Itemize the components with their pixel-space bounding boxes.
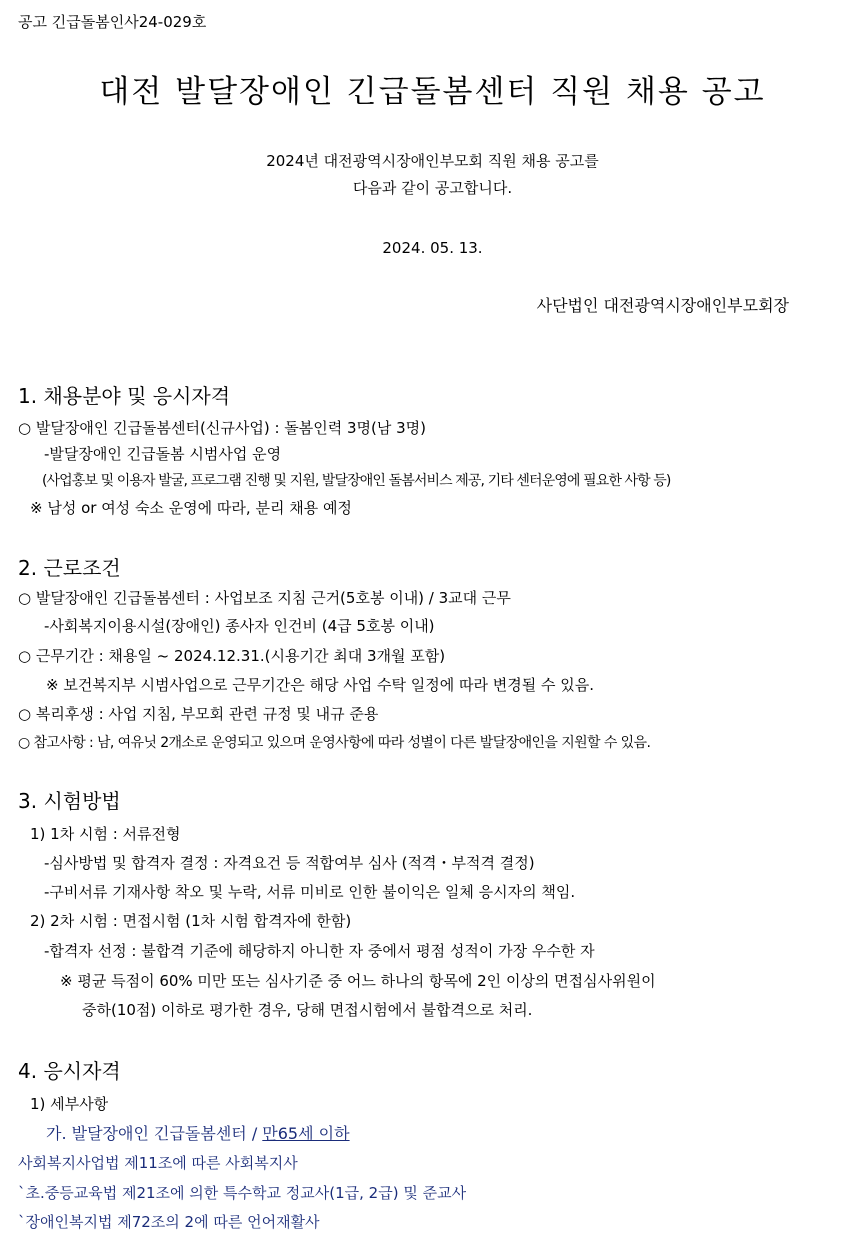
section-3-line-4: 2) 2차 시험 : 면접시험 (1차 시험 합격자에 한함) <box>30 912 352 930</box>
notice-date: 2024. 05. 13. <box>382 239 483 257</box>
section-3-line-2: -심사방법 및 합격자 결정 : 자격요건 등 적합여부 심사 (적격・부적격 결정) <box>44 854 535 872</box>
notice-number: 공고 긴급돌봄인사24-029호 <box>18 13 207 31</box>
section-1-line-1: ○ 발달장애인 긴급돌봄센터(신규사업) : 돌봄인력 3명(남 3명) <box>18 419 427 437</box>
section-1-heading: 1. 채용분야 및 응시자격 <box>18 384 231 408</box>
section-2-line-1: ○ 발달장애인 긴급돌봄센터 : 사업보조 지침 근거(5호봉 이내) / 3교대 근무 <box>18 589 511 607</box>
section-1-line-2: -발달장애인 긴급돌봄 시범사업 운영 <box>44 445 282 463</box>
section-3-line-3: -구비서류 기재사항 착오 및 누락, 서류 미비로 인한 불이익은 일체 응시자의 책임. <box>44 883 576 901</box>
intro-line-2: 다음과 같이 공고합니다. <box>352 179 513 197</box>
section-1-line-3: (사업홍보 및 이용자 발굴, 프로그램 진행 및 지원, 발달장애인 돌봄서비스 제공, 기타 센터운영에 필요한 사항 등) <box>42 473 671 489</box>
section-4-line-1: 1) 세부사항 <box>30 1095 109 1113</box>
subheading-prefix: 가. 발달장애인 긴급돌봄센터 / <box>46 1124 263 1143</box>
qualification-2: `초.중등교육법 제21조에 의한 특수학교 정교사(1급, 2급) 및 준교사 <box>18 1184 467 1202</box>
qualification-1: 사회복지사업법 제11조에 따른 사회복지사 <box>18 1154 298 1172</box>
section-4-subheading <box>46 1124 350 1144</box>
section-2-line-6: ○ 참고사항 : 남, 여유닛 2개소로 운영되고 있으며 운영사항에 따라 성별이 다른 발달장애인을 지원할 수 있음. <box>18 735 651 751</box>
page-title: 대전 발달장애인 긴급돌봄센터 직원 채용 공고 <box>99 74 766 110</box>
age-limit: 만65세 이하 <box>262 1124 350 1143</box>
section-3-line-5: -합격자 선정 : 불합격 기준에 해당하지 아니한 자 중에서 평점 성적이 가장 우수한 자 <box>44 942 595 960</box>
qualification-3: `장애인복지법 제72조의 2에 따른 언어재활사 <box>18 1213 320 1231</box>
section-3-line-1: 1) 1차 시험 : 서류전형 <box>30 825 181 843</box>
section-3-note-1: ※ 평균 득점이 60% 미만 또는 심사기준 중 어느 하나의 항목에 2인 이상의 면접심사위원이 <box>60 972 656 990</box>
intro-line-1: 2024년 대전광역시장애인부모회 직원 채용 공고를 <box>266 152 599 170</box>
section-1-note: ※ 남성 or 여성 숙소 운영에 따라, 분리 채용 예정 <box>30 499 352 517</box>
section-2-note: ※ 보건복지부 시범사업으로 근무기간은 해당 사업 수탁 일정에 따라 변경될 수 있음. <box>46 676 594 694</box>
section-2-heading: 2. 근로조건 <box>18 556 121 580</box>
section-2-line-2: -사회복지이용시설(장애인) 종사자 인건비 (4급 5호봉 이내) <box>44 617 435 635</box>
section-3-note-2: 중하(10점) 이하로 평가한 경우, 당해 면접시험에서 불합격으로 처리. <box>82 1001 533 1019</box>
section-2-line-5: ○ 복리후생 : 사업 지침, 부모회 관련 규정 및 내규 준용 <box>18 705 379 723</box>
section-4-heading: 4. 응시자격 <box>18 1059 121 1083</box>
section-3-heading: 3. 시험방법 <box>18 789 121 813</box>
section-2-line-3: ○ 근무기간 : 채용일 ~ 2024.12.31.(시용기간 최대 3개월 포함) <box>18 647 446 665</box>
issuer-name: 사단법인 대전광역시장애인부모회장 <box>536 296 789 315</box>
